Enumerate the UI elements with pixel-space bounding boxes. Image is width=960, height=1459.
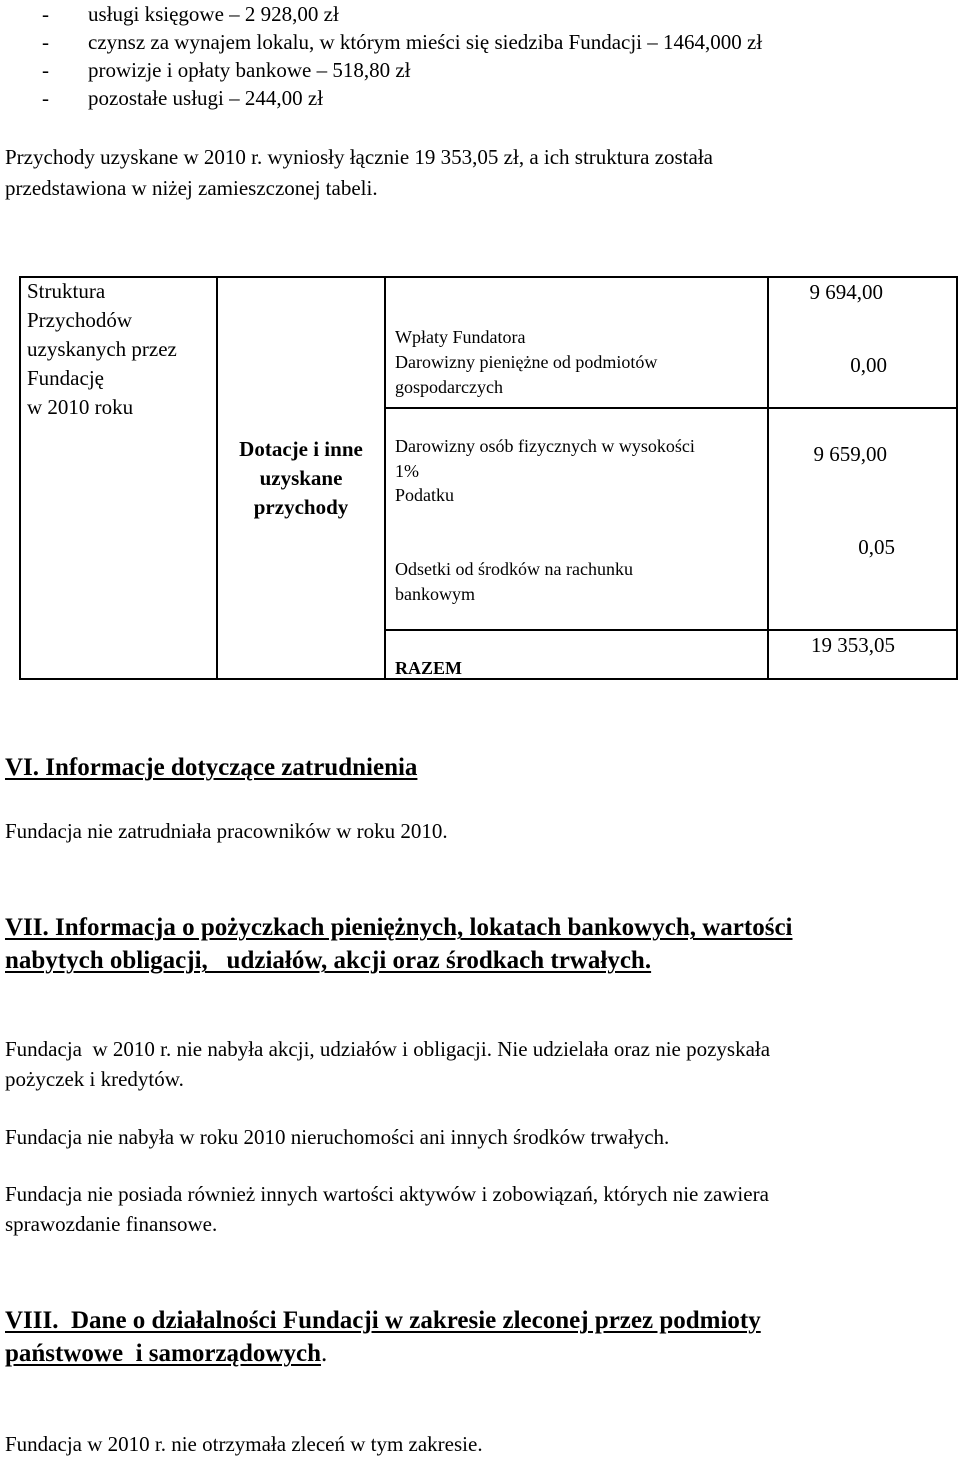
section-vi-heading <box>5 751 417 784</box>
item-label-darowizny-pieniezne <box>395 350 755 399</box>
label-line: Odsetki od środków na rachunku <box>395 559 633 579</box>
section-viii-number: VIII. <box>5 1307 59 1334</box>
column-divider <box>767 276 769 680</box>
section-viii-title-line1 <box>5 1304 761 1337</box>
item-label-odsetki <box>395 557 755 606</box>
income-intro-line2: przedstawiona w niżej zamieszczonej tabeli. <box>5 176 378 200</box>
col1-line: Struktura <box>27 279 106 303</box>
section-viii-heading <box>5 1304 761 1370</box>
list-item-text: czynsz za wynajem lokalu, w którym mieści się siedziba Fundacji – 1464,000 zł <box>88 30 763 54</box>
section-vii-para1-line1: Fundacja w 2010 r. nie nabyła akcji, udziałów i obligacji. Nie udzielała oraz nie pozyskała <box>5 1037 771 1061</box>
list-item <box>42 30 942 54</box>
section-vi-text: Fundacja nie zatrudniała pracowników w roku 2010. <box>5 819 448 843</box>
total-value: 19 353,05 <box>811 633 895 657</box>
section-vii-para2: Fundacja nie nabyła w roku 2010 nieruchomości ani innych środków trwałych. <box>5 1125 670 1149</box>
section-vii-heading <box>5 911 793 977</box>
col1-line: uzyskanych przez <box>27 337 177 361</box>
section-viii-title-text2: państwowe i samorządowych <box>5 1340 321 1367</box>
list-dash: - <box>42 58 49 82</box>
item-label-darowizny-osob <box>395 434 765 508</box>
section-vii-title-line1: VII. Informacja o pożyczkach pieniężnych, lokatach bankowych, wartości <box>5 914 793 941</box>
section-viii-text: Fundacja w 2010 r. nie otrzymała zleceń w tym zakresie. <box>5 1432 483 1456</box>
list-dash: - <box>42 86 49 110</box>
label-line: Darowizny osób fizycznych w wysokości <box>395 436 695 456</box>
col2-line: Dotacje i inne <box>239 437 363 461</box>
list-item <box>42 86 942 110</box>
label-line: bankowym <box>395 583 475 604</box>
item-value: 0,05 <box>858 535 895 559</box>
section-vii-para3-line2: sprawozdanie finansowe. <box>5 1212 218 1236</box>
col1-line: Fundację <box>27 366 104 390</box>
expense-list <box>42 0 942 120</box>
col1-line: w 2010 roku <box>27 395 134 419</box>
list-item-text: prowizje i opłaty bankowe – 518,80 zł <box>88 58 411 82</box>
col2-line: uzyskane <box>259 466 343 490</box>
section-vii-para3-line1: Fundacja nie posiada również innych wartości aktywów i zobowiązań, których nie zawiera <box>5 1182 769 1206</box>
row-divider <box>384 629 958 631</box>
heading-gap <box>59 1307 72 1334</box>
item-value: 0,00 <box>850 353 887 377</box>
item-value: 9 694,00 <box>809 280 883 304</box>
table-col1-header <box>27 277 212 422</box>
table-col2-header <box>218 435 384 522</box>
col2-line: przychody <box>253 495 349 519</box>
section-viii-title-tail: . <box>320 1340 328 1367</box>
income-structure-table <box>19 276 958 680</box>
label-line: gospodarczych <box>395 376 503 397</box>
section-viii-title-text: Dane o działalności Fundacji w zakresie zleconej przez podmioty <box>71 1307 761 1334</box>
list-dash: - <box>42 2 49 26</box>
section-viii-title-line2 <box>5 1337 761 1370</box>
income-intro-line1: Przychody uzyskane w 2010 r. wyniosły łącznie 19 353,05 zł, a ich struktura została <box>5 145 713 169</box>
label-line: Podatku <box>395 485 455 505</box>
list-item-text: pozostałe usługi – 244,00 zł <box>88 86 324 110</box>
section-vi-title: VI. Informacje dotyczące zatrudnienia <box>5 754 418 781</box>
item-value: 9 659,00 <box>813 442 887 466</box>
section-vii-para1-line2: pożyczek i kredytów. <box>5 1067 184 1091</box>
col1-line: Przychodów <box>27 308 132 332</box>
label-line: 1% <box>395 460 419 481</box>
list-item <box>42 58 942 82</box>
total-label: RAZEM <box>395 658 462 678</box>
column-divider <box>384 276 386 680</box>
list-item <box>42 2 942 26</box>
label-line: Darowizny pieniężne od podmiotów <box>395 352 658 372</box>
section-vii-title-line2: nabytych obligacji, udziałów, akcji oraz środkach trwałych. <box>5 947 652 974</box>
list-item-text: usługi księgowe – 2 928,00 zł <box>88 2 339 26</box>
item-label-wplaty <box>395 325 755 350</box>
label-line: Wpłaty Fundatora <box>395 327 526 347</box>
list-dash: - <box>42 30 49 54</box>
row-divider <box>384 407 958 409</box>
